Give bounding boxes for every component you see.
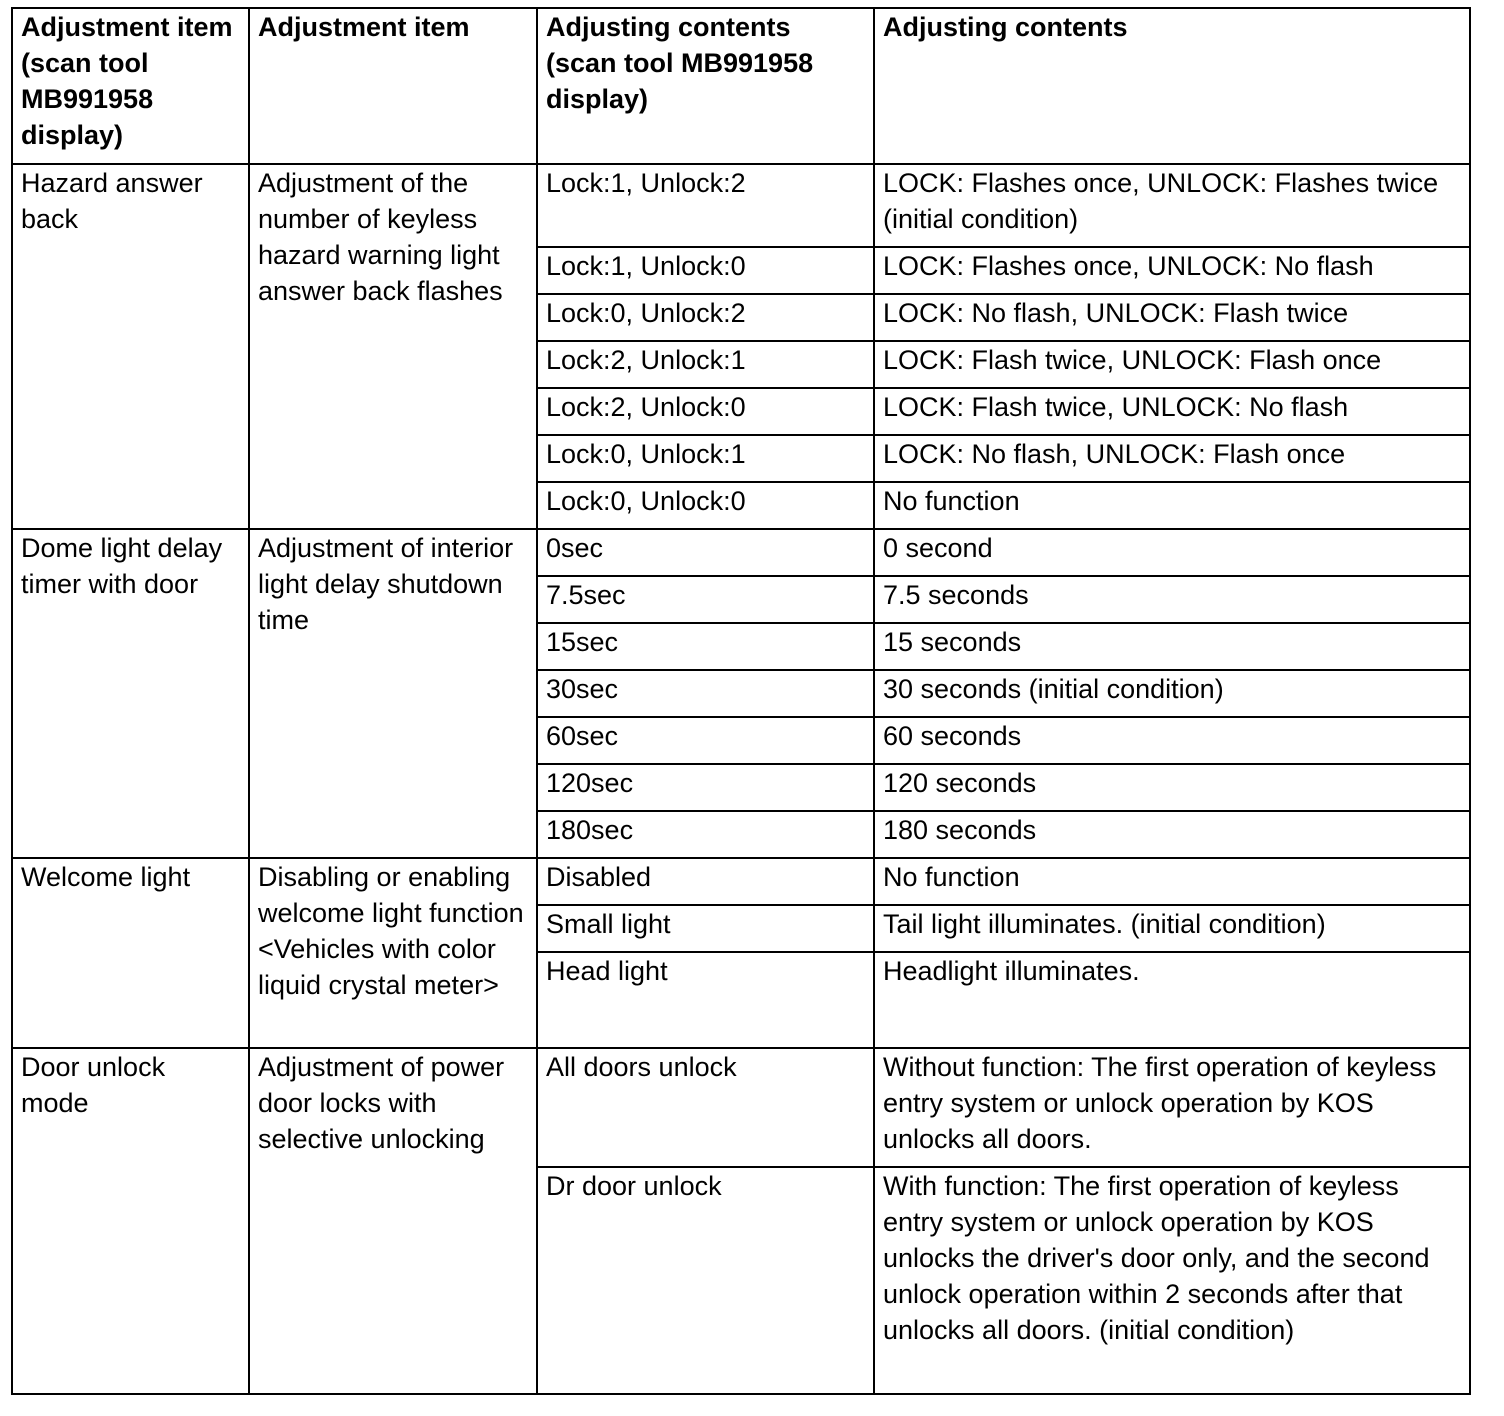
content-cell: Without function: The first operation of keyless entry system or unlock operation by KOS unlocks all doors. [874, 1048, 1470, 1167]
scan-value-cell: Head light [537, 952, 874, 1048]
scan-value-cell: Lock:1, Unlock:2 [537, 164, 874, 247]
content-cell: 30 seconds (initial condition) [874, 670, 1470, 717]
content-cell: With function: The first operation of keyless entry system or unlock operation by KOS unlocks the driver's door only, and the second unlock operation within 2 seconds after that unlocks all doors. (initial condition) [874, 1167, 1470, 1394]
scan-value-cell: Disabled [537, 858, 874, 905]
table-row [12, 1048, 1470, 1167]
header-adjusting-contents-scan: Adjusting contents (scan tool MB991958 display) [537, 8, 874, 164]
hazard-answer-back-item-scan: Hazard answer back [12, 164, 249, 529]
scan-value-cell: Lock:1, Unlock:0 [537, 247, 874, 294]
content-cell: 7.5 seconds [874, 576, 1470, 623]
header-adjustment-item-scan: Adjustment item (scan tool MB991958 display) [12, 8, 249, 164]
content-cell: 0 second [874, 529, 1470, 576]
table-row [12, 858, 1470, 905]
scan-value-cell: Lock:2, Unlock:1 [537, 341, 874, 388]
content-cell: No function [874, 858, 1470, 905]
scan-value-cell: Dr door unlock [537, 1167, 874, 1394]
dome-light-item: Adjustment of interior light delay shutdown time [249, 529, 537, 858]
scan-value-cell: 60sec [537, 717, 874, 764]
welcome-light-item-scan: Welcome light [12, 858, 249, 1048]
scan-value-cell: All doors unlock [537, 1048, 874, 1167]
scan-value-cell: Lock:0, Unlock:1 [537, 435, 874, 482]
content-cell: 60 seconds [874, 717, 1470, 764]
scan-value-cell: 120sec [537, 764, 874, 811]
content-cell: LOCK: Flash twice, UNLOCK: Flash once [874, 341, 1470, 388]
scan-value-cell: 15sec [537, 623, 874, 670]
adjustment-table [11, 7, 1471, 1395]
scan-value-cell: 7.5sec [537, 576, 874, 623]
scan-value-cell: 180sec [537, 811, 874, 858]
content-cell: No function [874, 482, 1470, 529]
scan-value-cell: Lock:2, Unlock:0 [537, 388, 874, 435]
content-cell: LOCK: No flash, UNLOCK: Flash once [874, 435, 1470, 482]
content-cell: Headlight illuminates. [874, 952, 1470, 1048]
scan-value-cell: 0sec [537, 529, 874, 576]
content-cell: LOCK: Flash twice, UNLOCK: No flash [874, 388, 1470, 435]
door-unlock-item-scan: Door unlock mode [12, 1048, 249, 1394]
header-adjusting-contents: Adjusting contents [874, 8, 1470, 164]
content-cell: 15 seconds [874, 623, 1470, 670]
table-row [12, 529, 1470, 576]
content-cell: LOCK: Flashes once, UNLOCK: Flashes twice (initial condition) [874, 164, 1470, 247]
content-cell: 180 seconds [874, 811, 1470, 858]
scan-value-cell: Small light [537, 905, 874, 952]
table-row [12, 164, 1470, 247]
content-cell: LOCK: Flashes once, UNLOCK: No flash [874, 247, 1470, 294]
content-cell: LOCK: No flash, UNLOCK: Flash twice [874, 294, 1470, 341]
dome-light-item-scan: Dome light delay timer with door [12, 529, 249, 858]
header-adjustment-item: Adjustment item [249, 8, 537, 164]
scan-value-cell: 30sec [537, 670, 874, 717]
scan-value-cell: Lock:0, Unlock:2 [537, 294, 874, 341]
content-cell: Tail light illuminates. (initial condition) [874, 905, 1470, 952]
header-row [12, 8, 1470, 164]
door-unlock-item: Adjustment of power door locks with selective unlocking [249, 1048, 537, 1394]
content-cell: 120 seconds [874, 764, 1470, 811]
welcome-light-item: Disabling or enabling welcome light function <Vehicles with color liquid crystal meter> [249, 858, 537, 1048]
scan-value-cell: Lock:0, Unlock:0 [537, 482, 874, 529]
hazard-answer-back-item: Adjustment of the number of keyless hazard warning light answer back flashes [249, 164, 537, 529]
